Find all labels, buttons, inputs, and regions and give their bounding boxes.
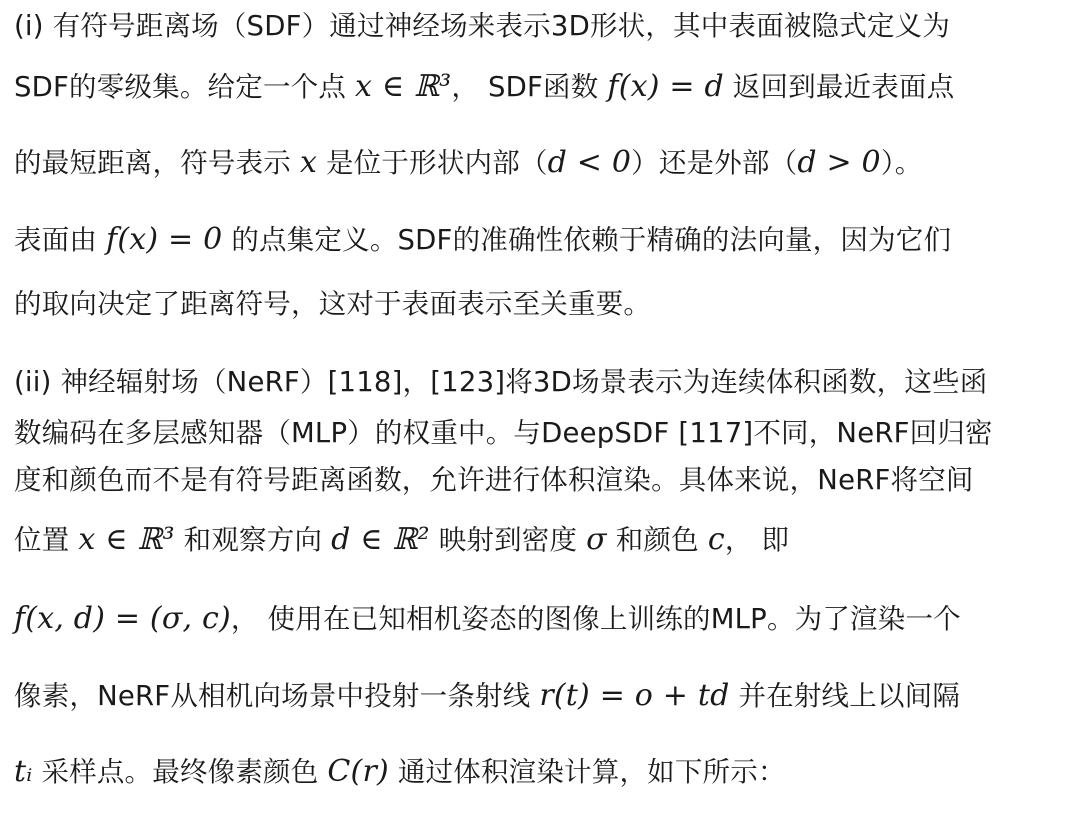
text-line — [14, 752, 786, 792]
math-inline: x ∈ ℝ³ — [78, 522, 175, 557]
text: 的最短距离，符号表示 — [14, 147, 300, 179]
text: ， SDF函数 — [451, 71, 608, 103]
text: 和颜色 — [606, 524, 708, 556]
text-line — [14, 460, 974, 500]
math-inline: c — [707, 522, 725, 557]
math-inline: d ∈ ℝ² — [331, 522, 430, 557]
math-inline: tᵢ — [14, 754, 33, 789]
text: 的点集定义。SDF的准确性依赖于精确的法向量，因为它们 — [222, 224, 952, 256]
math-inline: f(x) = d — [607, 69, 724, 104]
text: 采样点。最终像素颜色 — [32, 756, 328, 788]
math-inline: r(t) = o + td — [539, 678, 730, 713]
text-line — [14, 6, 950, 46]
text-line — [14, 143, 922, 183]
text: 映射到密度 — [429, 524, 587, 556]
text-line — [14, 362, 987, 402]
text: ， 使用在已知相机姿态的图像上训练的MLP。为了渲染一个 — [230, 603, 961, 635]
math-inline: d < 0 — [547, 145, 632, 180]
text-line — [14, 599, 961, 639]
text: ， 即 — [724, 524, 790, 556]
math-inline: x — [299, 145, 318, 180]
text: SDF的零级集。给定一个点 — [14, 71, 355, 103]
text: 位置 — [14, 524, 79, 556]
text-line — [14, 413, 993, 453]
text: 度和颜色而不是有符号距离函数，允许进行体积渲染。具体来说，NeRF将空间 — [14, 464, 974, 496]
math-inline: d > 0 — [797, 145, 881, 180]
text: 像素，NeRF从相机向场景中投射一条射线 — [14, 680, 540, 712]
math-inline: f(x, d) = (σ, c) — [14, 601, 231, 636]
text: 并在射线上以间隔 — [729, 680, 961, 712]
text: 是位于形状内部（ — [317, 147, 548, 179]
text: (ii) 神经辐射场（NeRF）[118]，[123]将3D场景表示为连续体积函数，这些函 — [14, 366, 988, 398]
text: (i) 有符号距离场（SDF）通过神经场来表示3D形状，其中表面被隐式定义为 — [14, 10, 951, 42]
text-line — [14, 67, 954, 107]
text: 和观察方向 — [174, 524, 332, 556]
text: ）还是外部（ — [631, 147, 798, 179]
text-line — [14, 520, 789, 560]
text: 的取向决定了距离符号，这对于表面表示至关重要。 — [14, 288, 652, 320]
math-inline: f(x) = 0 — [106, 222, 223, 257]
text-line — [14, 220, 951, 260]
math-inline: σ — [586, 522, 607, 557]
text-line — [14, 284, 651, 324]
math-inline: x ∈ ℝ³ — [355, 69, 452, 104]
text: 返回到最近表面点 — [723, 71, 955, 103]
text: ）。 — [880, 147, 923, 179]
math-inline: C(r) — [327, 754, 389, 789]
text-line — [14, 676, 960, 716]
text: 数编码在多层感知器（MLP）的权重中。与DeepSDF [117]不同，NeRF回归密 — [14, 417, 993, 449]
text: 表面由 — [14, 224, 107, 256]
text: 通过体积渲染计算，如下所示： — [388, 756, 786, 788]
